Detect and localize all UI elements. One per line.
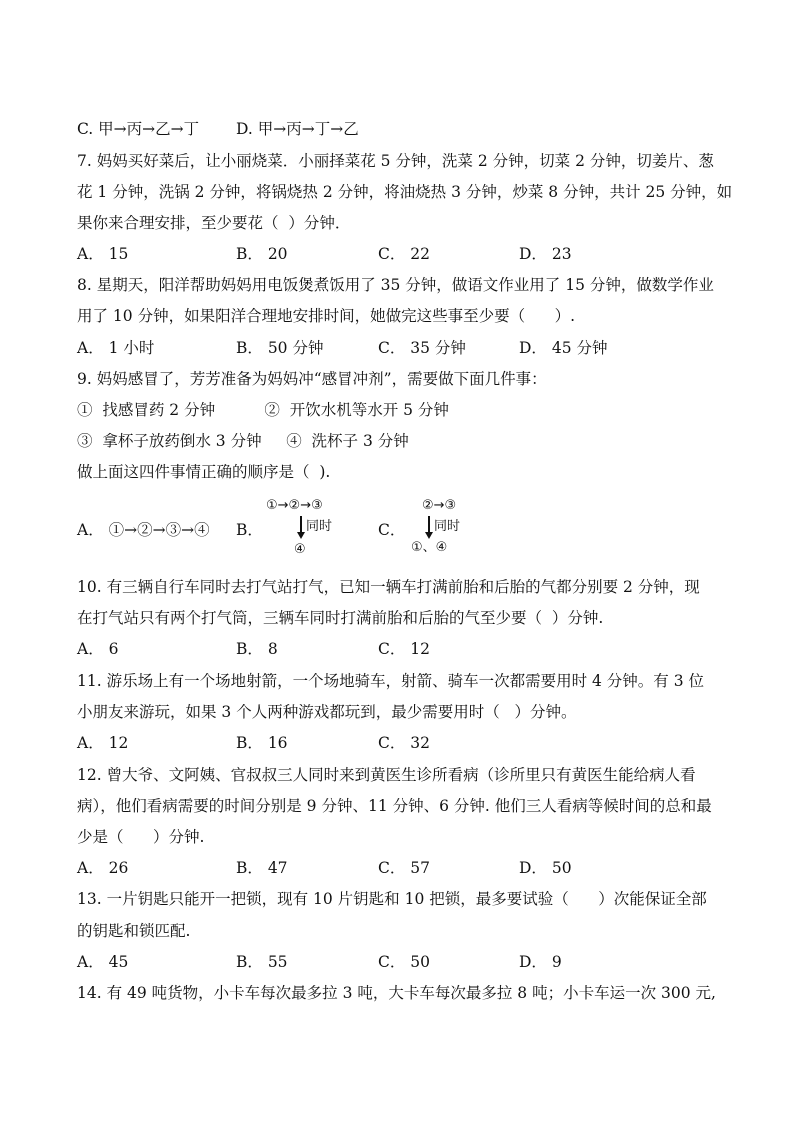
q8-option-a: A． 1 小时 — [77, 339, 155, 357]
q13-option-a: A． 45 — [77, 953, 129, 971]
q9-option-c-label: C． — [378, 521, 406, 539]
q11-line-1: 11. 游乐场上有一个场地射箭，一个场地骑车，射箭、骑车一次都需要用时 4 分钟。有 3 位 — [77, 672, 705, 690]
q7-option-b: B． 20 — [236, 245, 288, 263]
q9-option-c-side: 同时 — [434, 519, 461, 534]
q13-option-d: D． 9 — [519, 953, 562, 971]
q9-line-1: 9. 妈妈感冒了，芳芳准备为妈妈冲“感冒冲剂”，需要做下面几件事： — [77, 370, 547, 388]
q10-line-1: 10. 有三辆自行车同时去打气站打气，已知一辆车打满前胎和后胎的气都分别要 2 分钟，现 — [77, 578, 700, 596]
q9-option-b-arrow-head — [297, 532, 305, 539]
q9-option-b-side: 同时 — [306, 519, 333, 534]
q8-line-1: 8. 星期天，阳洋帮助妈妈用电饭煲煮饭用了 35 分钟，做语文作业用了 15 分钟，做数学作业 — [77, 276, 714, 294]
q9-option-b-label: B． — [236, 521, 263, 539]
q7-option-c: C． 22 — [378, 245, 431, 263]
q10-option-b: B． 8 — [236, 640, 278, 658]
q7-option-a: A． 15 — [77, 245, 129, 263]
q10-option-c: C． 12 — [378, 640, 431, 658]
q10-option-a: A． 6 — [77, 640, 119, 658]
q13-line-1: 13. 一片钥匙只能开一把锁，现有 10 片钥匙和 10 把锁，最多要试验（ ）次能保证全部 — [77, 890, 707, 908]
q8-option-d: D． 45 分钟 — [519, 339, 608, 357]
q12-line-1: 12. 曾大爷、文阿姨、官叔叔三人同时来到黄医生诊所看病（诊所里只有黄医生能给病人看 — [77, 766, 696, 784]
q9-line-2: ① 找感冒药 2 分钟 ② 开饮水机等水开 5 分钟 — [77, 401, 449, 419]
q9-line-4: 做上面这四件事情正确的顺序是（ ). — [77, 463, 331, 481]
q12-option-d: D． 50 — [519, 859, 572, 877]
q11-option-a: A． 12 — [77, 734, 129, 752]
q14-line-1: 14. 有 49 吨货物，小卡车每次最多拉 3 吨，大卡车每次最多拉 8 吨；小卡车运一次 300 元, — [77, 984, 716, 1002]
q12-line-3: 少是（ ）分钟. — [77, 828, 205, 846]
q11-line-2: 小朋友来游玩，如果 3 个人两种游戏都玩到，最少需要用时（ ）分钟。 — [77, 703, 577, 721]
q12-line-2: 病），他们看病需要的时间分别是 9 分钟、11 分钟、6 分钟. 他们三人看病等候时间的总和最 — [77, 797, 712, 815]
q11-option-c: C． 32 — [378, 734, 431, 752]
q13-option-b: B． 55 — [236, 953, 288, 971]
q6-option-c: C. 甲→丙→乙→丁 — [77, 120, 200, 138]
q12-option-c: C． 57 — [378, 859, 431, 877]
q7-line-2: 花 1 分钟，洗锅 2 分钟，将锅烧热 2 分钟，将油烧热 3 分钟，炒菜 8 分钟，共计 25 分钟，如 — [77, 183, 733, 201]
q9-option-c-top: ②→③ — [422, 498, 457, 513]
q8-line-2: 用了 10 分钟，如果阳洋合理地安排时间，她做完这些事至少要（ ）. — [77, 307, 576, 325]
q11-option-b: B． 16 — [236, 734, 288, 752]
q10-line-2: 在打气站只有两个打气筒，三辆车同时打满前胎和后胎的气至少要（ ）分钟. — [77, 609, 604, 627]
q9-option-b-bottom: ④ — [294, 542, 306, 557]
q12-option-a: A． 26 — [77, 859, 129, 877]
q9-option-a: A． ①→②→③→④ — [77, 521, 210, 539]
q9-option-c-arrow-head — [425, 532, 433, 539]
q8-option-c: C． 35 分钟 — [378, 339, 466, 357]
q13-line-2: 的钥匙和锁匹配. — [77, 922, 191, 940]
q13-option-c: C． 50 — [378, 953, 431, 971]
q9-option-b-top: ①→②→③ — [266, 498, 323, 513]
q7-line-1: 7. 妈妈买好菜后，让小丽烧菜．小丽择菜花 5 分钟，洗菜 2 分钟，切菜 2 分钟，切姜片、葱 — [77, 152, 714, 170]
q9-line-3: ③ 拿杯子放药倒水 3 分钟 ④ 洗杯子 3 分钟 — [77, 432, 409, 450]
q7-line-3: 果你来合理安排，至少要花（ ）分钟． — [77, 214, 351, 232]
q6-option-d: D. 甲→丙→丁→乙 — [236, 120, 359, 138]
q12-option-b: B． 47 — [236, 859, 288, 877]
q9-option-c-bottom: ①、④ — [411, 540, 448, 555]
q7-option-d: D． 23 — [519, 245, 572, 263]
q8-option-b: B． 50 分钟 — [236, 339, 324, 357]
